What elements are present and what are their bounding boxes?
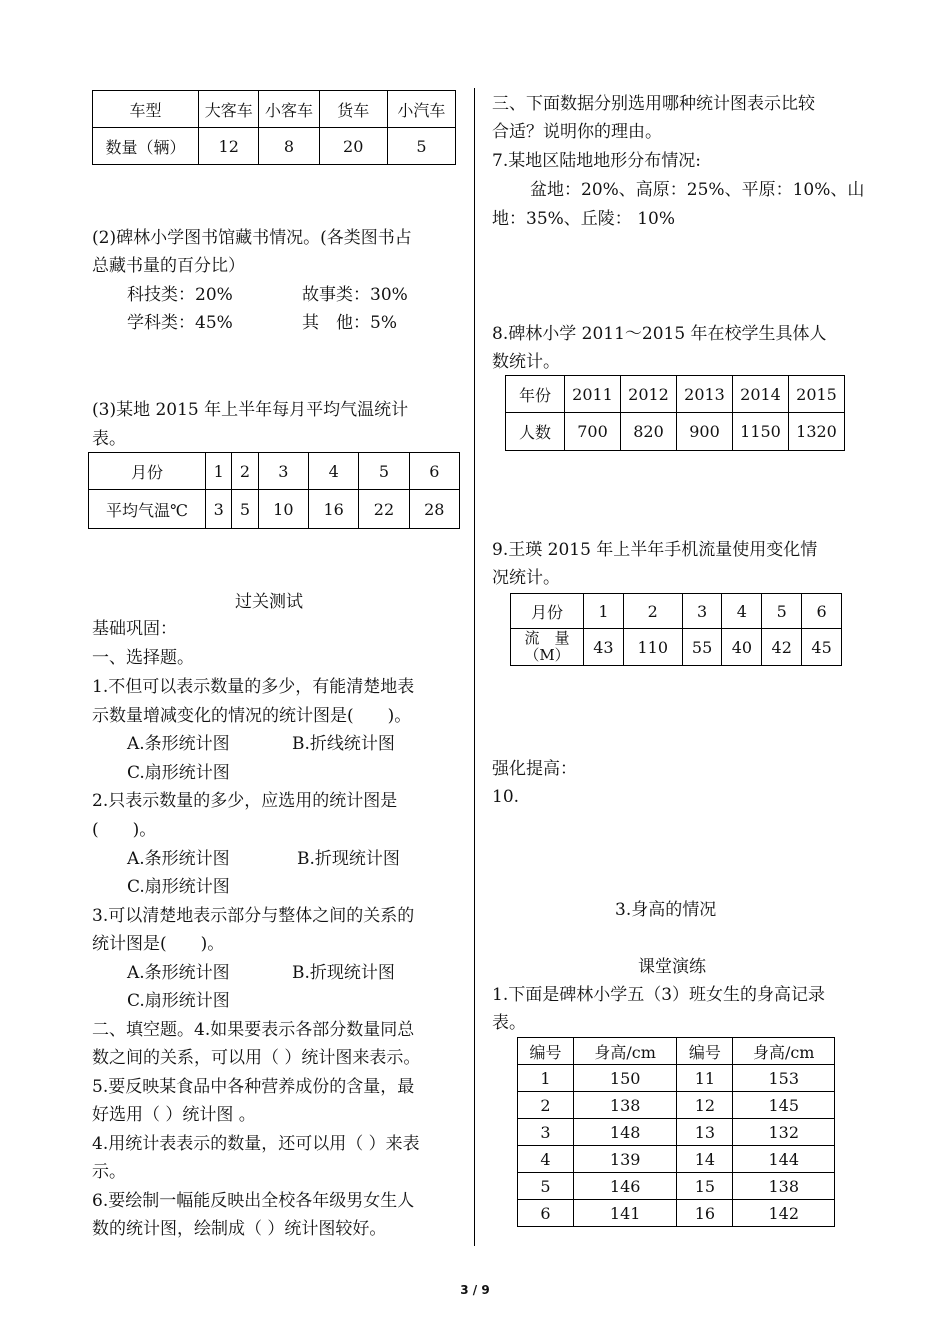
table-cell: 16 xyxy=(309,490,359,529)
vehicle-table xyxy=(92,90,456,165)
table-cell: 3 xyxy=(206,490,232,529)
question-text: 况统计。 xyxy=(492,568,560,588)
table-cell: 5 xyxy=(232,490,258,529)
table-header-cell: 月份 xyxy=(89,453,206,490)
table-cell: 139 xyxy=(573,1146,676,1173)
table-cell: 43 xyxy=(584,629,624,666)
question-text: 2.只表示数量的多少，应选用的统计图是 xyxy=(92,791,398,811)
table-cell: 144 xyxy=(733,1146,835,1173)
table-cell: 12 xyxy=(677,1092,733,1119)
table-cell: 20 xyxy=(319,128,387,165)
question-text: 总藏书量的百分比） xyxy=(92,256,245,276)
question-text: 5.要反映某食品中各种营养成份的含量，最 xyxy=(92,1077,415,1097)
table-cell: 42 xyxy=(762,629,802,666)
table-header-cell: 小汽车 xyxy=(387,91,455,128)
table-cell: 142 xyxy=(733,1200,835,1227)
subsection-label: 强化提高： xyxy=(492,759,577,779)
table-cell: 16 xyxy=(677,1200,733,1227)
table-header-cell: 大客车 xyxy=(199,91,259,128)
question-text: 1.下面是碑林小学五（3）班女生的身高记录 xyxy=(492,985,826,1005)
table-cell: 12 xyxy=(199,128,259,165)
data-usage-table xyxy=(510,593,842,666)
table-header-cell: 5 xyxy=(762,594,802,629)
question-text: 数的统计图，绘制成（ ）统计图较好。 xyxy=(92,1219,387,1239)
question-text: 好选用（ ）统计图 。 xyxy=(92,1105,256,1125)
table-header-cell: 4 xyxy=(309,453,359,490)
question-text: (2)碑林小学图书馆藏书情况。(各类图书占 xyxy=(92,228,412,248)
option-text: A.条形统计图 xyxy=(127,963,230,983)
option-text: C.扇形统计图 xyxy=(127,763,230,783)
table-header-cell: 2012 xyxy=(621,376,677,413)
table-cell: 平均气温℃ xyxy=(89,490,206,529)
question-text: 3.可以清楚地表示部分与整体之间的关系的 xyxy=(92,906,415,926)
subsection-label: 基础巩固： xyxy=(92,619,177,639)
option-text: A.条形统计图 xyxy=(127,849,230,869)
table-header-cell: 2 xyxy=(232,453,258,490)
temperature-table xyxy=(88,452,460,529)
question-text: 二、填空题。4.如果要表示各部分数量同总 xyxy=(92,1020,415,1040)
table-cell: 132 xyxy=(733,1119,835,1146)
table-cell: 153 xyxy=(733,1065,835,1092)
table-header-cell: 身高/cm xyxy=(733,1038,835,1065)
table-cell: 6 xyxy=(518,1200,574,1227)
table-cell: 1 xyxy=(518,1065,574,1092)
question-text: 4.用统计表表示的数量，还可以用（ ）来表 xyxy=(92,1134,420,1154)
table-header-cell: 货车 xyxy=(319,91,387,128)
table-cell: 55 xyxy=(682,629,722,666)
part-heading: 三、下面数据分别选用哪种统计图表示比较 xyxy=(492,94,815,114)
option-text: 其 他：5% xyxy=(302,313,397,333)
table-cell: 820 xyxy=(621,413,677,451)
table-cell: 15 xyxy=(677,1173,733,1200)
question-text: 8.碑林小学 2011～2015 年在校学生具体人 xyxy=(492,324,827,344)
table-header-cell: 编号 xyxy=(518,1038,574,1065)
table-cell: 5 xyxy=(387,128,455,165)
table-header-cell: 2011 xyxy=(565,376,621,413)
table-header-cell: 6 xyxy=(802,594,842,629)
table-cell: 1320 xyxy=(789,413,845,451)
question-text: 地：35%、丘陵： 10% xyxy=(492,209,675,229)
table-header-cell: 5 xyxy=(359,453,409,490)
table-header-cell: 2 xyxy=(623,594,682,629)
question-text: 10. xyxy=(492,787,520,807)
table-header-cell: 6 xyxy=(409,453,459,490)
part-heading: 合适？说明你的理由。 xyxy=(492,122,662,142)
table-cell: 5 xyxy=(518,1173,574,1200)
question-text: (3)某地 2015 年上半年每月平均气温统计 xyxy=(92,400,409,420)
table-cell: 3 xyxy=(518,1119,574,1146)
option-text: 科技类：20% xyxy=(127,285,233,305)
option-text: B.折现统计图 xyxy=(292,963,395,983)
table-header-cell: 3 xyxy=(682,594,722,629)
question-text: 1.不但可以表示数量的多少，有能清楚地表 xyxy=(92,677,415,697)
question-text: 数之间的关系，可以用（ ）统计图来表示。 xyxy=(92,1048,421,1068)
table-cell: 14 xyxy=(677,1146,733,1173)
table-cell: 150 xyxy=(573,1065,676,1092)
table-cell: 148 xyxy=(573,1119,676,1146)
option-text: C.扇形统计图 xyxy=(127,991,230,1011)
table-cell: 28 xyxy=(409,490,459,529)
table-header-cell: 1 xyxy=(206,453,232,490)
question-text: 统计图是( )。 xyxy=(92,934,225,954)
table-cell: 141 xyxy=(573,1200,676,1227)
table-cell: 人数 xyxy=(506,413,565,451)
table-cell: 2 xyxy=(518,1092,574,1119)
section-title: 课堂演练 xyxy=(638,957,706,977)
question-text: 示。 xyxy=(92,1162,126,1182)
table-header-cell: 4 xyxy=(722,594,762,629)
question-text: 数统计。 xyxy=(492,352,560,372)
table-header-cell: 月份 xyxy=(511,594,584,629)
question-text: 示数量增减变化的情况的统计图是( )。 xyxy=(92,706,412,726)
table-cell: 146 xyxy=(573,1173,676,1200)
table-cell: 110 xyxy=(623,629,682,666)
table-header-cell: 身高/cm xyxy=(573,1038,676,1065)
table-header-cell: 小客车 xyxy=(259,91,319,128)
table-cell: 40 xyxy=(722,629,762,666)
height-table xyxy=(517,1037,835,1227)
table-cell: 700 xyxy=(565,413,621,451)
table-cell: 11 xyxy=(677,1065,733,1092)
option-text: 学科类：45% xyxy=(127,313,233,333)
page-number: 3 / 9 xyxy=(460,1283,490,1297)
table-header-cell: 编号 xyxy=(677,1038,733,1065)
table-cell: 45 xyxy=(802,629,842,666)
question-text: ( )。 xyxy=(92,820,157,840)
section-title: 3.身高的情况 xyxy=(615,900,717,920)
question-text: 盆地：20%、高原：25%、平原：10%、山 xyxy=(530,180,865,200)
option-text: 故事类：30% xyxy=(302,285,408,305)
table-header-cell: 车型 xyxy=(93,91,199,128)
table-cell: 10 xyxy=(258,490,308,529)
table-header-cell: 2015 xyxy=(789,376,845,413)
table-cell: 145 xyxy=(733,1092,835,1119)
table-cell: 22 xyxy=(359,490,409,529)
table-header-cell: 年份 xyxy=(506,376,565,413)
student-count-table xyxy=(505,375,845,451)
option-text: B.折线统计图 xyxy=(292,734,395,754)
table-cell: 4 xyxy=(518,1146,574,1173)
table-cell: 数量（辆） xyxy=(93,128,199,165)
part-heading: 一、选择题。 xyxy=(92,648,194,668)
table-header-cell: 2013 xyxy=(677,376,733,413)
option-text: C.扇形统计图 xyxy=(127,877,230,897)
table-cell: 8 xyxy=(259,128,319,165)
option-text: B.折现统计图 xyxy=(297,849,400,869)
question-text: 9.王瑛 2015 年上半年手机流量使用变化情 xyxy=(492,540,818,560)
table-header-cell: 3 xyxy=(258,453,308,490)
table-cell: 1150 xyxy=(733,413,789,451)
question-text: 表。 xyxy=(92,429,126,449)
table-cell: 138 xyxy=(733,1173,835,1200)
table-cell: 13 xyxy=(677,1119,733,1146)
table-header-cell: 2014 xyxy=(733,376,789,413)
option-text: A.条形统计图 xyxy=(127,734,230,754)
table-cell: 900 xyxy=(677,413,733,451)
section-title: 过关测试 xyxy=(235,592,303,612)
column-divider xyxy=(474,88,475,1246)
question-text: 7.某地区陆地地形分布情况: xyxy=(492,151,701,171)
question-text: 6.要绘制一幅能反映出全校各年级男女生人 xyxy=(92,1191,415,1211)
table-header-cell: 1 xyxy=(584,594,624,629)
question-text: 表。 xyxy=(492,1013,526,1033)
table-cell: 流 量（M） xyxy=(511,629,584,666)
table-cell: 138 xyxy=(573,1092,676,1119)
